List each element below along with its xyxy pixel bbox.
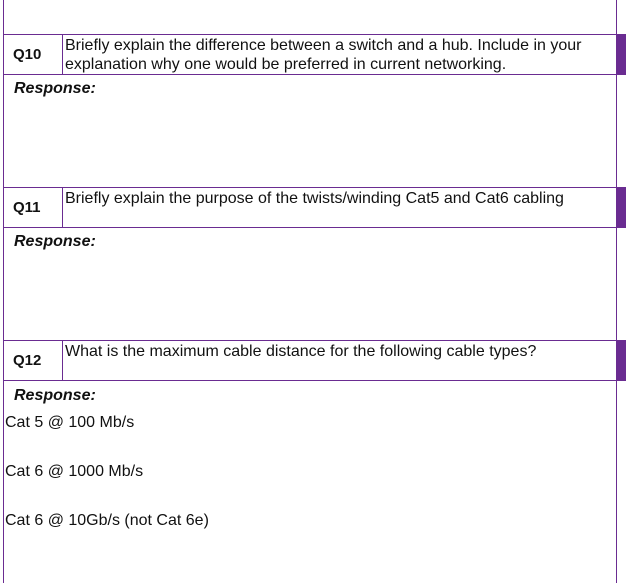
accent-bar [617,187,626,228]
response-label: Response: [14,80,96,97]
question-text: Briefly explain the purpose of the twists/winding Cat5 and Cat6 cabling [65,190,564,207]
response-label: Response: [14,233,96,250]
answer-text: Cat 6 @ 1000 Mb/s [5,463,144,480]
question-text: What is the maximum cable distance for the following cable types? [65,343,537,360]
question-row-q12 [3,340,617,381]
question-number: Q12 [3,341,63,380]
accent-bar [617,34,626,75]
question-number: Q10 [3,35,63,74]
question-row-q11 [3,187,617,228]
accent-bar [617,340,626,381]
response-label: Response: [14,387,96,404]
answer-text: Cat 5 @ 100 Mb/s [5,414,135,431]
question-number: Q11 [3,188,63,227]
answer-text: Cat 6 @ 10Gb/s (not Cat 6e) [5,512,209,529]
question-text: Briefly explain the difference between a switch and a hub. Include in your explanation why one would be preferred in current networking. [65,37,582,73]
question-row-q10 [3,34,617,75]
